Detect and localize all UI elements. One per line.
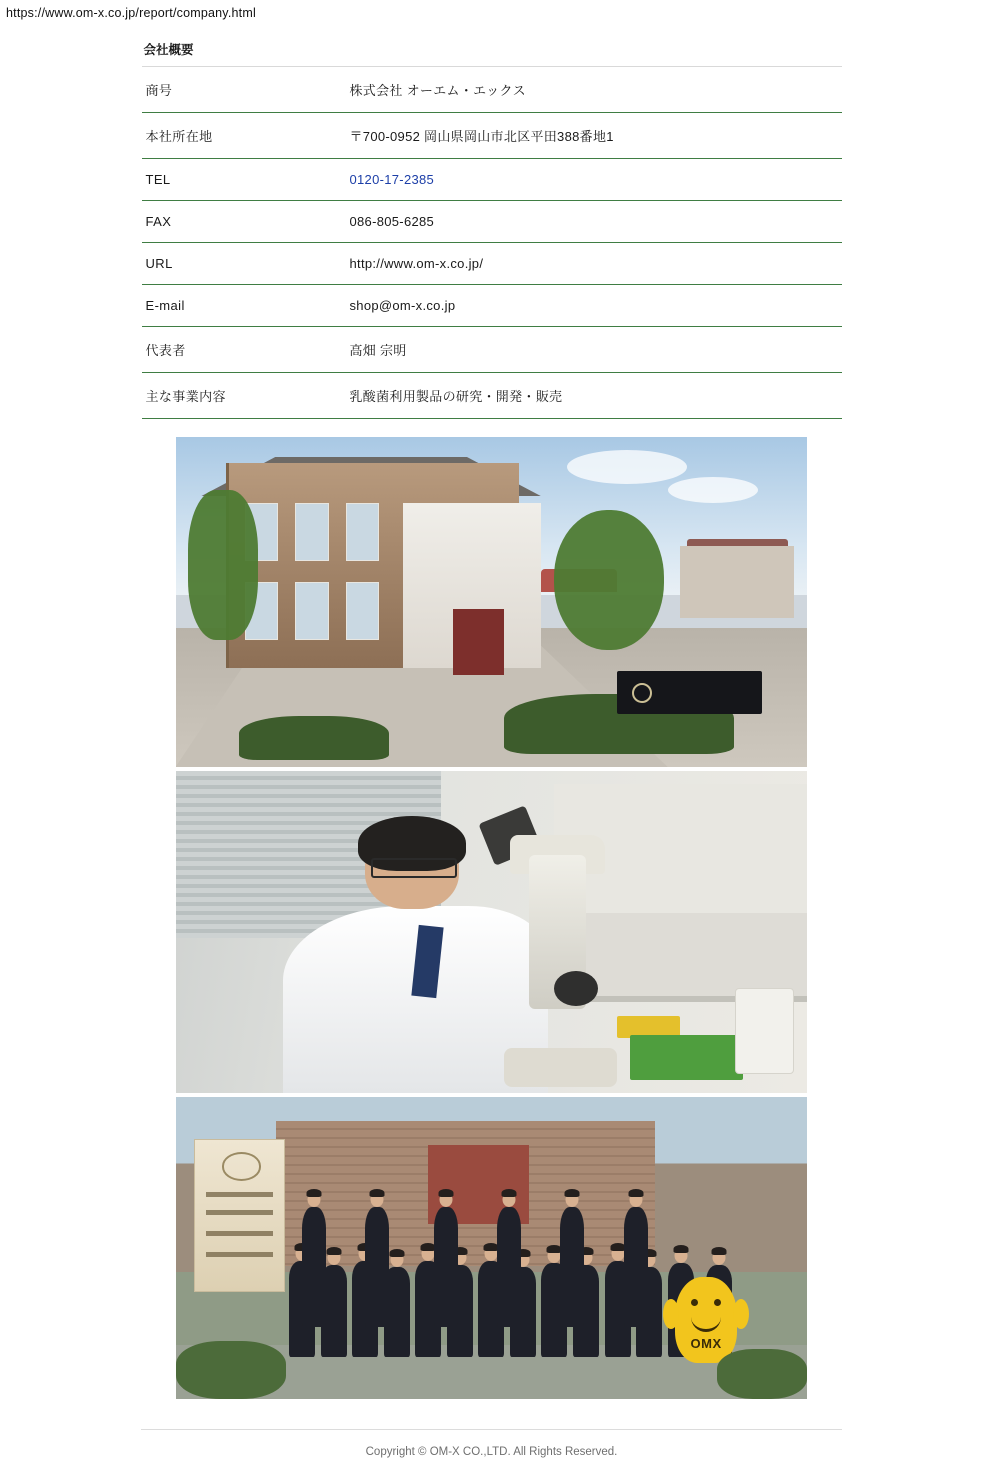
row-label: TEL <box>142 159 336 201</box>
mascot-eye <box>714 1299 721 1306</box>
row-value-email: shop@om-x.co.jp <box>336 285 842 327</box>
person-head <box>440 1192 453 1207</box>
person-head <box>390 1252 403 1267</box>
company-info-table <box>142 67 842 419</box>
row-value: 株式会社 オーエム・エックス <box>336 67 842 113</box>
tel-link[interactable]: 0120-17-2385 <box>349 172 435 187</box>
browser-url-bar[interactable] <box>0 0 983 20</box>
table-row <box>142 243 842 285</box>
footer-copyright: Copyright © OM-X CO.,LTD. All Rights Reserved. <box>365 1446 618 1458</box>
window <box>295 503 329 561</box>
mascot-eye <box>691 1299 698 1306</box>
row-value-tel <box>336 159 842 201</box>
mascot-smile <box>691 1313 721 1332</box>
row-label: 代表者 <box>142 327 336 373</box>
footer-divider <box>141 1429 842 1430</box>
staff-person-back-row <box>434 1207 458 1327</box>
person-head <box>629 1192 642 1207</box>
page-content <box>142 20 842 1399</box>
row-label: E-mail <box>142 285 336 327</box>
url-text: https://www.om-x.co.jp/report/company.html <box>6 6 256 20</box>
person-head <box>422 1246 435 1261</box>
table-row <box>142 159 842 201</box>
banner-text-line <box>206 1231 273 1236</box>
shrub <box>176 1341 286 1399</box>
table-row <box>142 67 842 113</box>
table-row <box>142 201 842 243</box>
table-row <box>142 285 842 327</box>
staff-person-back-row <box>365 1207 389 1327</box>
mascot-label: OMX <box>690 1335 722 1351</box>
company-sign <box>617 671 762 714</box>
row-label: 商号 <box>142 67 336 113</box>
window <box>346 582 380 640</box>
person-head <box>327 1250 340 1265</box>
neighbor-building <box>680 546 794 619</box>
staff-person-back-row <box>560 1207 584 1327</box>
row-label: FAX <box>142 201 336 243</box>
row-value: 高畑 宗明 <box>336 327 842 373</box>
logo-ring-icon <box>222 1152 261 1180</box>
cloud-icon <box>668 477 758 503</box>
mascot-arm <box>663 1299 679 1329</box>
staff-person-back-row <box>624 1207 648 1327</box>
company-staff-group-photo <box>176 1097 807 1399</box>
company-building-photo <box>176 437 807 767</box>
person-head <box>674 1248 687 1263</box>
person-head <box>503 1192 516 1207</box>
glasses-icon <box>371 858 457 878</box>
row-value: 乳酸菌利用製品の研究・開発・販売 <box>336 373 842 419</box>
staff-person-back-row <box>497 1207 521 1327</box>
banner-text-line <box>206 1192 273 1197</box>
table-row <box>142 113 842 159</box>
photo-gallery <box>142 437 842 1399</box>
row-label: 本社所在地 <box>142 113 336 159</box>
microscope-base <box>504 1048 618 1087</box>
staff-person-back-row <box>302 1207 326 1327</box>
row-label: URL <box>142 243 336 285</box>
person-head <box>712 1250 725 1265</box>
row-value: 086-805-6285 <box>336 201 842 243</box>
table-row <box>142 327 842 373</box>
row-value-url: http://www.om-x.co.jp/ <box>336 243 842 285</box>
window <box>295 582 329 640</box>
reagent-bottle <box>735 988 794 1074</box>
table-row <box>142 373 842 419</box>
shrub <box>717 1349 807 1399</box>
page-title: 会社概要 <box>142 36 842 67</box>
sample-rack-green <box>630 1035 744 1080</box>
row-value: 〒700-0952 岡山県岡山市北区平田388番地1 <box>336 113 842 159</box>
window <box>346 503 380 561</box>
laboratory-microscope-photo <box>176 771 807 1093</box>
banner-text-line <box>206 1210 273 1215</box>
tree <box>554 510 664 650</box>
person-head <box>548 1248 561 1263</box>
person-head <box>611 1246 624 1261</box>
banner-text-line <box>206 1252 273 1257</box>
signboard-banner <box>194 1139 284 1292</box>
person-head <box>566 1192 579 1207</box>
tree <box>188 490 258 640</box>
row-label: 主な事業内容 <box>142 373 336 419</box>
person-head <box>370 1192 383 1207</box>
entrance-door <box>453 609 503 675</box>
microscope-knob <box>554 971 598 1006</box>
person-head <box>485 1246 498 1261</box>
hedge <box>239 716 389 760</box>
cloud-icon <box>567 450 687 484</box>
omx-mascot <box>675 1277 737 1363</box>
person-head <box>307 1192 320 1207</box>
